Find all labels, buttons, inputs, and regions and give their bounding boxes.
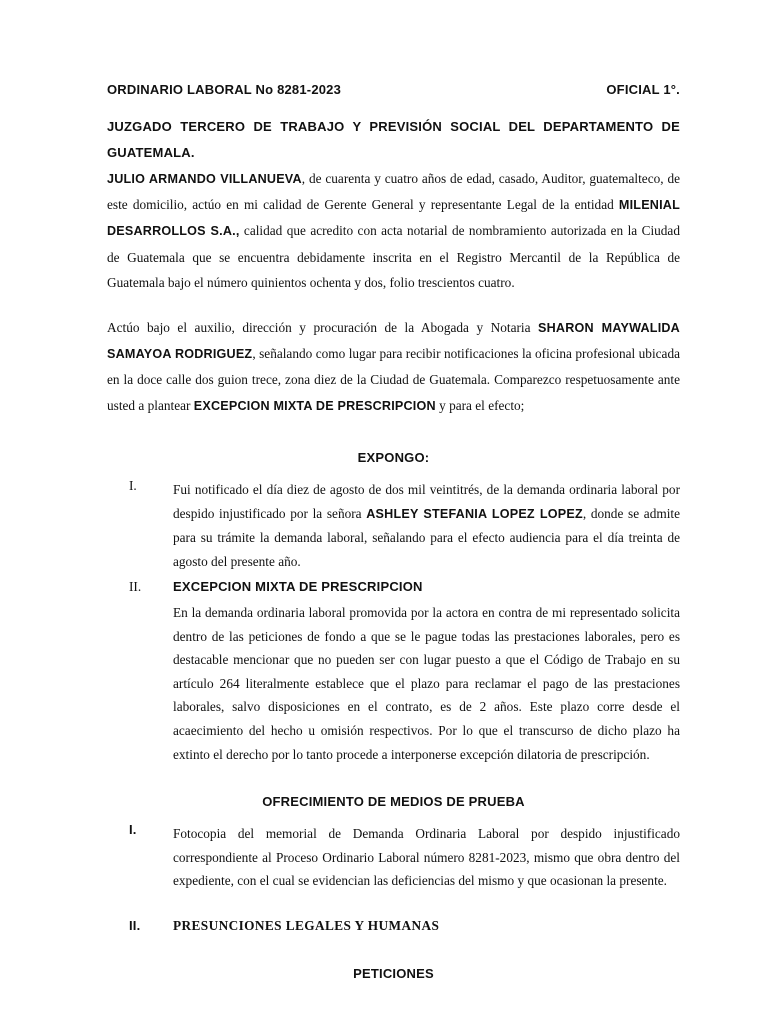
item-body (173, 478, 680, 573)
item-number: II. (129, 579, 142, 594)
item-number: II. (129, 918, 141, 933)
petitions-heading: PETICIONES (353, 966, 434, 981)
petitioner-name: JULIO ARMANDO VILLANUEVA (107, 172, 302, 186)
plaintiff-name: ASHLEY STEFANIA LOPEZ LOPEZ (366, 506, 583, 521)
counsel-text-2: , señalando como lugar para recibir notificaciones la oficina profesional ubicada en la doce calle dos guion trece, zona diez de la Ciudad de Guatemala. Comparezco respetuosamente ante usted a plantear (107, 346, 680, 413)
company-name: MILENIAL DESARROLLOS S.A., (107, 198, 680, 239)
item-number: I. (129, 822, 137, 837)
item-title: EXCEPCION MIXTA DE PRESCRIPCION (173, 579, 423, 594)
intro-paragraph (107, 166, 680, 295)
evidence-heading: OFRECIMIENTO DE MEDIOS DE PRUEBA (262, 794, 525, 809)
item-text-2: , donde se admite para su trámite la demanda laboral, señalando para el efecto audiencia para el día treinta de agosto del presente año. (173, 505, 680, 569)
exception-title-inline: EXCEPCION MIXTA DE PRESCRIPCION (193, 398, 436, 413)
item-number: I. (129, 478, 137, 493)
case-number: ORDINARIO LABORAL No 8281-2023 (107, 82, 342, 97)
office-number: OFICIAL 1°. (606, 82, 680, 97)
counsel-text-1: Actúo bajo el auxilio, dirección y procuración de la Abogada y Notaria (107, 320, 539, 335)
item-title: PRESUNCIONES LEGALES Y HUMANAS (173, 918, 440, 933)
item-body: En la demanda ordinaria laboral promovida por la actora en contra de mi representado solicita dentro de las peticiones de fondo a que se le pague todas las prestaciones laborales, pero es destacable mencionar que no pueden ser con lugar puesto a que el Código de Trabajo en su artículo 264 literalmente establece que el plazo para reclamar el pago de las prestaciones laborales, salvo disposiciones en el contrato, es de 2 años. Este plazo corre desde el acaecimiento del hecho u omisión respectivos. Por lo que el transcurso de dicho plazo ha extinto el derecho por lo tanto procede a interponerse excepción dilatoria de prescripción. (173, 605, 680, 762)
court-name: JUZGADO TERCERO DE TRABAJO Y PREVISIÓN SOCIAL DEL DEPARTAMENTO DE GUATEMALA. (107, 119, 680, 160)
counsel-text-3: y para el efecto; (435, 397, 525, 413)
expongo-heading: EXPONGO: (357, 450, 430, 465)
lawyer-name: SHARON MAYWALIDA SAMAYOA RODRIGUEZ (107, 321, 680, 362)
item-text-1: Fui notificado el día diez de agosto de dos mil veintitrés, de la demanda ordinaria laboral por despido injustificado por la señora (173, 482, 680, 521)
intro-text-1: , de cuarenta y cuatro años de edad, casado, Auditor, guatemalteco, de este domicilio, actúo en mi calidad de Gerente General y representante Legal de la entidad (107, 171, 680, 213)
counsel-paragraph (107, 315, 680, 419)
intro-text-2: calidad que acredito con acta notarial de nombramiento autorizada en la Ciudad de Guatemala que se encuentra debidamente inscrita en el Registro Mercantil de la República de Guatemala bajo el número quinientos ochenta y dos, folio trescientos cuatro. (107, 223, 680, 290)
item-body: Fotocopia del memorial de Demanda Ordinaria Laboral por despido injustificado correspondiente al Proceso Ordinario Laboral número 8281-2023, mismo que obra dentro del expediente, con el cual se evidencian las deficiencias del mismo y que ocasionan la presente. (173, 826, 680, 889)
